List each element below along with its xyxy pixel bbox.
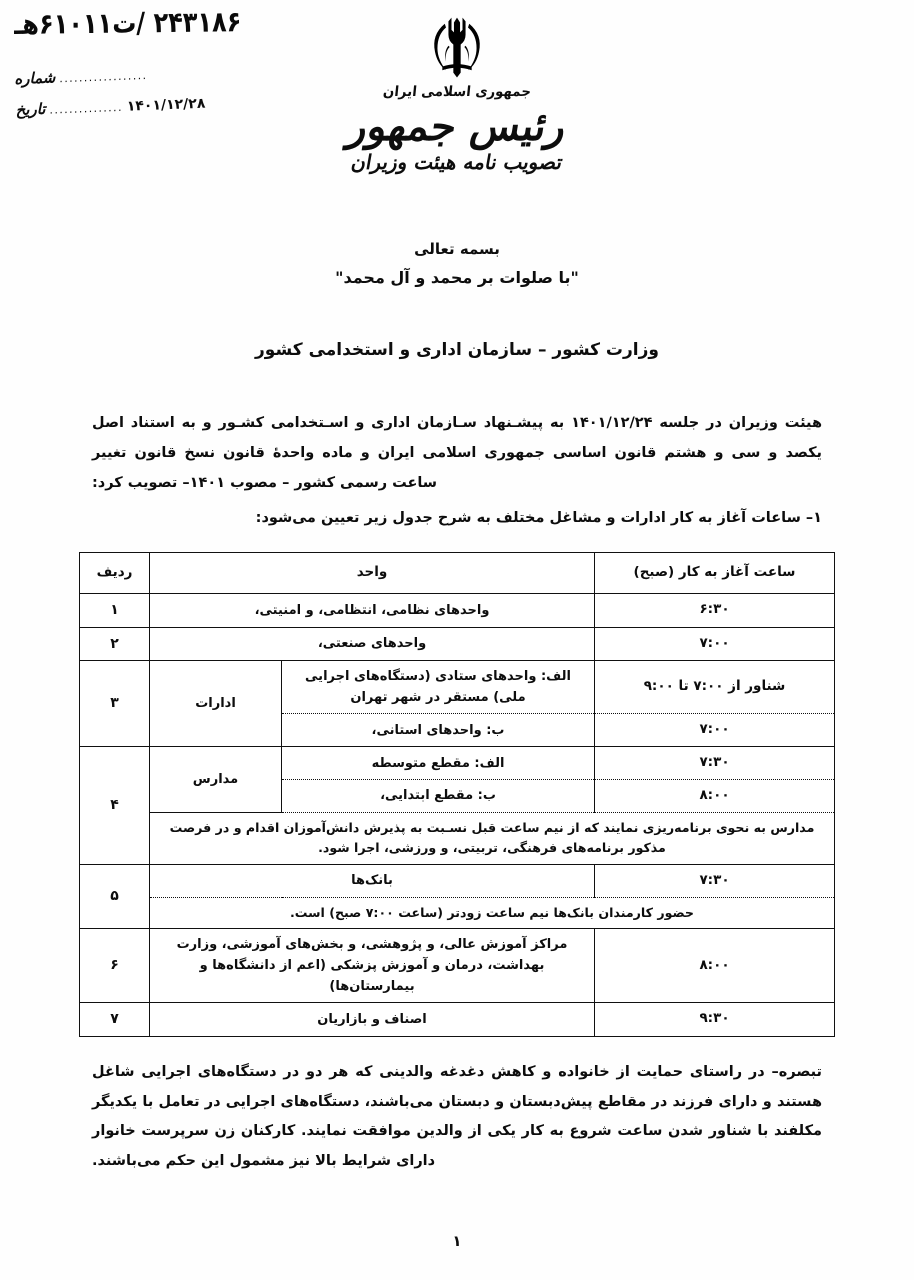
cell-time: ۷:۰۰ — [595, 627, 835, 661]
table-header-row — [80, 553, 835, 594]
tarikh-dots: ............... — [49, 100, 124, 117]
cell-time: ۷:۳۰ — [595, 864, 835, 897]
cell-row-number: ۳ — [80, 661, 150, 747]
decree-title: تصویب نامه هیئت وزیران — [349, 150, 565, 174]
cell-row-number: ۲ — [80, 627, 150, 661]
iran-emblem-icon — [426, 14, 488, 80]
cell-time: ۷:۰۰ — [595, 714, 835, 747]
cell-unit: ب: واحدهای استانی، — [282, 714, 595, 747]
tabsareh-paragraph: تبصره– در راستای حمایت از خانواده و کاهش دغدغه والدینی که هر دو در دستگاه‌های اجرایی شاغل هستند و دارای فرزند در مقاطع پیش‌دبستان و دبستان می‌باشند، دستگاه‌های اجرایی در تعامل با یکدیگر مکلفند با شناور شدن ساعت شروع به کار یکی از والدین موافقت نمایند. کارکنان زن سرپرست خانوار دارای شرایط بالا نیز مشمول این حکم می‌باشند. — [92, 1064, 822, 1170]
table-row — [80, 1003, 835, 1037]
cell-row-number: ۱ — [80, 593, 150, 627]
cell-row-number: ۷ — [80, 1003, 150, 1037]
cell-row-number: ۴ — [80, 747, 150, 865]
cell-unit: الف: واحدهای ستادی (دستگاه‌های اجرایی ملی) مستقر در شهر تهران — [282, 661, 595, 714]
cell-note: مدارس به نحوی برنامه‌ریزی نمایند که از نیم ساعت قبل نسـبت به پذیرش دانش‌آموزان اقدام و در فرصت مذکور برنامه‌های فرهنگی، تربیتی، و ورزشی، اجرا شود. — [150, 812, 835, 864]
work-start-times-table — [79, 552, 835, 1037]
header-row-number: ردیف — [80, 553, 150, 594]
table-note-row — [80, 812, 835, 864]
header-unit: واحد — [150, 553, 595, 594]
cell-group: ادارات — [150, 661, 282, 747]
cell-row-number: ۶ — [80, 928, 150, 1002]
cell-time: شناور از ۷:۰۰ تا ۹:۰۰ — [595, 661, 835, 714]
body-block — [92, 408, 822, 533]
preamble-paragraph: هیئت وزیران در جلسه ۱۴۰۱/۱۲/۲۴ به پیشـنهاد سـازمان اداری و اسـتخدامی کشـور و به استناد اصل یکصد و سی و هشتم قانون اساسی جمهوری اسلامی ایران و ماده واحدهٔ قانون نسخ قانون تغییر ساعت رسمی کشور – مصوب ۱۴۰۱– تصویب کرد: — [92, 415, 822, 491]
table-row — [80, 747, 835, 780]
table-row — [80, 661, 835, 714]
table-note-row — [80, 897, 835, 928]
cell-group: مدارس — [150, 747, 282, 813]
cell-unit: واحدهای صنعتی، — [150, 627, 595, 661]
tarikh-label: تاریخ — [15, 99, 46, 119]
masthead — [0, 14, 914, 174]
cell-time: ۸:۰۰ — [595, 780, 835, 813]
table-row — [80, 627, 835, 661]
salavat-line: "با صلوات بر محمد و آل محمد" — [335, 268, 579, 287]
clause-one-text: ۱– ساعات آغاز به کار ادارات و مشاغل مختلف به شرح جدول زیر تعیین می‌شود: — [255, 510, 822, 526]
closing-note-block — [92, 1058, 822, 1177]
cell-unit: ب: مقطع ابتدایی، — [282, 780, 595, 813]
tarikh-value: ۱۴۰۱/۱۲/۲۸ — [126, 95, 206, 115]
header-time: ساعت آغاز به کار (صبح) — [595, 553, 835, 594]
cell-time: ۷:۳۰ — [595, 747, 835, 780]
cell-unit: بانک‌ها — [150, 864, 595, 897]
besmeh-taali: بسمه تعالی — [414, 240, 500, 258]
cell-unit: اصناف و بازاریان — [150, 1003, 595, 1037]
cell-time: ۶:۳۰ — [595, 593, 835, 627]
invocation-block — [0, 240, 914, 287]
cell-time: ۹:۳۰ — [595, 1003, 835, 1037]
page-number: ۱ — [452, 1232, 462, 1250]
cell-unit: الف: مقطع متوسطه — [282, 747, 595, 780]
country-name: جمهوری اسلامی ایران — [382, 84, 532, 100]
table-row — [80, 864, 835, 897]
shomareh-dots: .................. — [59, 68, 148, 86]
president-title: رئیس جمهور — [344, 103, 570, 150]
cell-unit: مراکز آموزش عالی، و پژوهشی، و بخش‌های آموزشی، وزارت بهداشت، درمان و آموزش پزشکی (اعم از دانشگاه‌ها و بیمارستان‌ها) — [150, 928, 595, 1002]
schedule-table-wrapper — [79, 552, 835, 1037]
cell-unit: واحدهای نظامی، انتظامی، و امنیتی، — [150, 593, 595, 627]
cell-row-number: ۵ — [80, 864, 150, 928]
table-row — [80, 928, 835, 1002]
cell-note: حضور کارمندان بانک‌ها نیم ساعت زودتر (ساعت ۷:۰۰ صبح) است. — [150, 897, 835, 928]
shomareh-label: شماره — [14, 68, 56, 88]
table-row — [80, 593, 835, 627]
cell-time: ۸:۰۰ — [595, 928, 835, 1002]
reference-number: ۲۴۳۱۸۶ /ت۶۱۰۱۱هـ — [14, 5, 242, 42]
ministry-heading: وزارت کشور – سازمان اداری و استخدامی کشور — [255, 340, 659, 360]
